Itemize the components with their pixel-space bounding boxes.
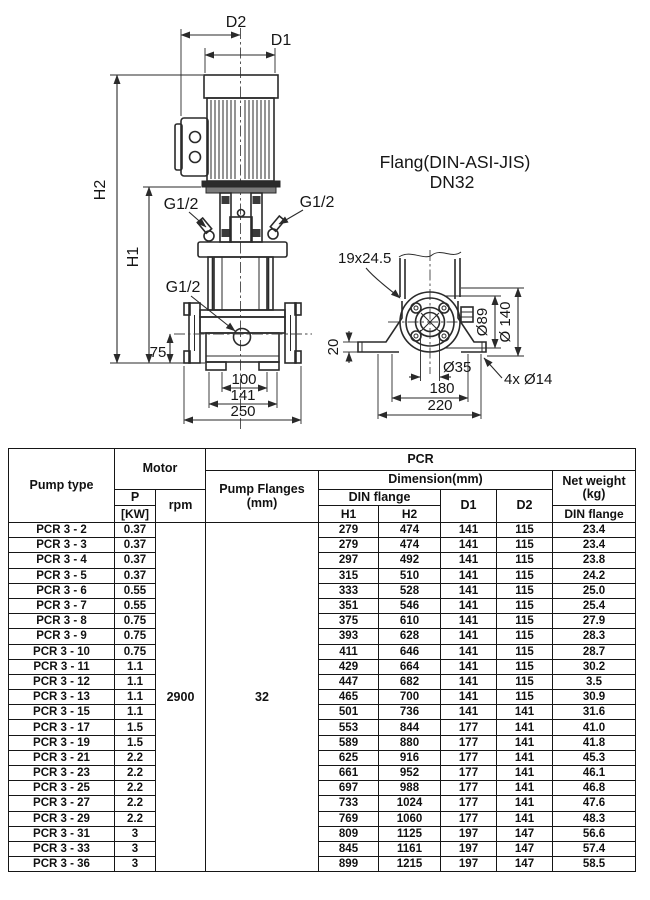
cell-pump-type: PCR 3 - 33 [9, 841, 115, 856]
header-net-weight [553, 471, 636, 506]
port-label-top-right: G1/2 [299, 194, 335, 211]
header-rpm: rpm [156, 490, 206, 523]
header-net-weight-line1: Net weight [562, 473, 626, 488]
table-row [9, 583, 636, 598]
cell-power: 1.1 [115, 705, 156, 720]
dim-label-220: 220 [427, 397, 453, 414]
cell-pump-type: PCR 3 - 3 [9, 538, 115, 553]
header-power: P [115, 490, 156, 506]
table-row [9, 644, 636, 659]
slot-label: 19x24.5 [338, 250, 392, 267]
cell-d2: 115 [497, 629, 553, 644]
cell-net-weight: 23.8 [553, 553, 636, 568]
cell-d2: 115 [497, 553, 553, 568]
cell-net-weight: 28.3 [553, 629, 636, 644]
cell-net-weight: 58.5 [553, 857, 636, 872]
table-row [9, 629, 636, 644]
cell-d1: 141 [441, 629, 497, 644]
port-label-top-left: G1/2 [163, 196, 199, 213]
table-row [9, 781, 636, 796]
cell-h1: 501 [319, 705, 379, 720]
cell-d1: 141 [441, 583, 497, 598]
cell-pump-type: PCR 3 - 15 [9, 705, 115, 720]
cell-pump-flanges-merged: 32 [206, 523, 319, 872]
cell-power: 0.75 [115, 629, 156, 644]
cell-d2: 115 [497, 523, 553, 538]
cell-power: 3 [115, 841, 156, 856]
cell-power: 0.37 [115, 553, 156, 568]
cell-net-weight: 48.3 [553, 811, 636, 826]
cell-d1: 177 [441, 720, 497, 735]
header-dimension: Dimension(mm) [319, 471, 553, 490]
cell-d2: 115 [497, 644, 553, 659]
cell-pump-type: PCR 3 - 19 [9, 735, 115, 750]
port-label-drain: G1/2 [165, 279, 201, 296]
cell-d2: 141 [497, 811, 553, 826]
technical-drawing [0, 0, 650, 446]
cell-d2: 147 [497, 826, 553, 841]
cell-pump-type: PCR 3 - 9 [9, 629, 115, 644]
header-net-weight-line2: (kg) [582, 487, 606, 501]
terminal-box [175, 118, 208, 176]
cell-power: 2.2 [115, 750, 156, 765]
table-row [9, 811, 636, 826]
cell-power: 1.1 [115, 690, 156, 705]
cell-h1: 279 [319, 523, 379, 538]
cell-net-weight: 24.2 [553, 568, 636, 583]
cell-h2: 474 [379, 538, 441, 553]
cell-power: 3 [115, 857, 156, 872]
cell-power: 0.37 [115, 538, 156, 553]
cell-pump-type: PCR 3 - 10 [9, 644, 115, 659]
cell-pump-type: PCR 3 - 12 [9, 674, 115, 689]
flange-size: DN32 [429, 172, 475, 192]
dim-label-75: 75 [149, 344, 167, 361]
cell-d2: 115 [497, 690, 553, 705]
cell-net-weight: 30.2 [553, 659, 636, 674]
pump-spec-table [8, 448, 636, 872]
cell-h1: 733 [319, 796, 379, 811]
table-row [9, 750, 636, 765]
cell-d1: 177 [441, 766, 497, 781]
cell-d2: 115 [497, 674, 553, 689]
cell-d1: 177 [441, 750, 497, 765]
cell-d2: 147 [497, 841, 553, 856]
dim-label-dia140: Ø 140 [497, 301, 514, 343]
cell-pump-type: PCR 3 - 7 [9, 598, 115, 613]
cell-d1: 141 [441, 538, 497, 553]
header-din-flange: DIN flange [319, 490, 441, 506]
cell-power: 0.75 [115, 644, 156, 659]
cell-pump-type: PCR 3 - 11 [9, 659, 115, 674]
cell-pump-type: PCR 3 - 5 [9, 568, 115, 583]
cell-power: 2.2 [115, 796, 156, 811]
cell-pump-type: PCR 3 - 17 [9, 720, 115, 735]
cell-h2: 528 [379, 583, 441, 598]
table-row [9, 705, 636, 720]
cell-d2: 115 [497, 598, 553, 613]
cell-h2: 736 [379, 705, 441, 720]
table-row [9, 766, 636, 781]
header-pump-flanges-line2: (mm) [246, 495, 278, 510]
cell-net-weight: 57.4 [553, 841, 636, 856]
table-row [9, 523, 636, 538]
cell-h1: 589 [319, 735, 379, 750]
cell-d1: 177 [441, 796, 497, 811]
cell-d2: 141 [497, 781, 553, 796]
cell-net-weight: 30.9 [553, 690, 636, 705]
cell-h2: 546 [379, 598, 441, 613]
cell-h1: 447 [319, 674, 379, 689]
drain-port [234, 329, 251, 346]
cell-h2: 844 [379, 720, 441, 735]
cell-h2: 1024 [379, 796, 441, 811]
cell-h2: 682 [379, 674, 441, 689]
cell-h2: 628 [379, 629, 441, 644]
cell-pump-type: PCR 3 - 8 [9, 614, 115, 629]
cell-d1: 197 [441, 841, 497, 856]
cell-d1: 141 [441, 598, 497, 613]
table-row [9, 553, 636, 568]
cell-h1: 697 [319, 781, 379, 796]
cell-d2: 115 [497, 538, 553, 553]
table-row [9, 720, 636, 735]
pump-base [174, 303, 312, 370]
cell-d1: 197 [441, 826, 497, 841]
cell-pump-type: PCR 3 - 27 [9, 796, 115, 811]
pump-front-view [92, 14, 334, 430]
cell-power: 0.55 [115, 583, 156, 598]
cell-d1: 141 [441, 690, 497, 705]
cell-power: 2.2 [115, 781, 156, 796]
header-pump-flanges [206, 471, 319, 523]
cell-net-weight: 28.7 [553, 644, 636, 659]
cell-h2: 646 [379, 644, 441, 659]
cell-pump-type: PCR 3 - 25 [9, 781, 115, 796]
cell-net-weight: 47.6 [553, 796, 636, 811]
cell-h1: 411 [319, 644, 379, 659]
cell-d2: 115 [497, 568, 553, 583]
cell-net-weight: 3.5 [553, 674, 636, 689]
cell-h2: 610 [379, 614, 441, 629]
cell-h1: 845 [319, 841, 379, 856]
cell-d1: 141 [441, 674, 497, 689]
cell-d1: 141 [441, 568, 497, 583]
cell-net-weight: 25.4 [553, 598, 636, 613]
cell-pump-type: PCR 3 - 21 [9, 750, 115, 765]
cell-h2: 880 [379, 735, 441, 750]
table-row [9, 735, 636, 750]
cell-d1: 197 [441, 857, 497, 872]
header-pump-flanges-line1: Pump Flanges [219, 482, 305, 497]
cell-h1: 769 [319, 811, 379, 826]
cell-net-weight: 23.4 [553, 523, 636, 538]
cell-power: 0.37 [115, 568, 156, 583]
cell-pump-type: PCR 3 - 2 [9, 523, 115, 538]
cell-h2: 492 [379, 553, 441, 568]
header-motor: Motor [115, 449, 206, 490]
cell-h2: 1215 [379, 857, 441, 872]
foot-right [259, 362, 279, 370]
table-row [9, 796, 636, 811]
cell-h1: 809 [319, 826, 379, 841]
cell-power: 1.5 [115, 720, 156, 735]
table-body [9, 523, 636, 872]
cell-d2: 141 [497, 796, 553, 811]
cell-net-weight: 46.1 [553, 766, 636, 781]
cell-h1: 899 [319, 857, 379, 872]
header-h2: H2 [379, 506, 441, 523]
dim-label-250: 250 [230, 403, 256, 420]
table-row [9, 614, 636, 629]
cell-h2: 1161 [379, 841, 441, 856]
cell-power: 1.1 [115, 659, 156, 674]
cell-h2: 700 [379, 690, 441, 705]
cell-power: 0.37 [115, 523, 156, 538]
cell-power: 3 [115, 826, 156, 841]
dim-label-dia35: Ø35 [443, 359, 472, 376]
motor [202, 75, 280, 193]
cell-h1: 465 [319, 690, 379, 705]
cell-h1: 351 [319, 598, 379, 613]
cell-net-weight: 41.8 [553, 735, 636, 750]
cell-d1: 177 [441, 735, 497, 750]
table-row [9, 598, 636, 613]
cell-net-weight: 31.6 [553, 705, 636, 720]
cell-net-weight: 27.9 [553, 614, 636, 629]
dim-label-d1: D1 [270, 32, 292, 49]
table-row [9, 674, 636, 689]
cell-power: 2.2 [115, 766, 156, 781]
cell-net-weight: 56.6 [553, 826, 636, 841]
table-row [9, 857, 636, 872]
cell-h1: 625 [319, 750, 379, 765]
header-power-unit: [KW] [115, 506, 156, 523]
cell-d1: 141 [441, 553, 497, 568]
header-d2: D2 [497, 490, 553, 523]
cell-h2: 510 [379, 568, 441, 583]
cell-d2: 141 [497, 766, 553, 781]
cell-power: 2.2 [115, 811, 156, 826]
port-fitting-right [268, 229, 278, 239]
cell-d2: 147 [497, 857, 553, 872]
cell-h1: 429 [319, 659, 379, 674]
cell-d2: 115 [497, 583, 553, 598]
cell-net-weight: 41.0 [553, 720, 636, 735]
dim-label-180: 180 [429, 380, 455, 397]
header-h1: H1 [319, 506, 379, 523]
table-row [9, 826, 636, 841]
cell-h2: 988 [379, 781, 441, 796]
cell-d2: 141 [497, 750, 553, 765]
cell-d2: 115 [497, 614, 553, 629]
bolt-holes-label: 4x Ø14 [504, 371, 553, 388]
pump-head [197, 216, 287, 257]
cell-d1: 141 [441, 523, 497, 538]
cell-d2: 115 [497, 659, 553, 674]
cell-pump-type: PCR 3 - 23 [9, 766, 115, 781]
header-d1: D1 [441, 490, 497, 523]
cell-power: 0.75 [115, 614, 156, 629]
dim-label-h2: H2 [92, 179, 109, 201]
flange-detail-view [325, 152, 552, 419]
flange-title: Flang(DIN-ASI-JIS) [379, 152, 531, 172]
cell-net-weight: 45.3 [553, 750, 636, 765]
cell-rpm-merged: 2900 [156, 523, 206, 872]
dim-label-d2: D2 [225, 14, 247, 31]
cell-pump-type: PCR 3 - 6 [9, 583, 115, 598]
dim-label-h1: H1 [125, 246, 142, 268]
cell-h2: 474 [379, 523, 441, 538]
header-pcr: PCR [206, 449, 636, 471]
table-row [9, 690, 636, 705]
cell-h1: 393 [319, 629, 379, 644]
header-pump-type: Pump type [9, 449, 115, 523]
cell-d1: 141 [441, 659, 497, 674]
cell-d1: 141 [441, 705, 497, 720]
cell-pump-type: PCR 3 - 36 [9, 857, 115, 872]
cell-pump-type: PCR 3 - 31 [9, 826, 115, 841]
cell-pump-type: PCR 3 - 13 [9, 690, 115, 705]
cell-d2: 141 [497, 705, 553, 720]
table-row [9, 568, 636, 583]
cell-h2: 664 [379, 659, 441, 674]
cell-h1: 375 [319, 614, 379, 629]
cell-h1: 333 [319, 583, 379, 598]
cell-d2: 141 [497, 720, 553, 735]
cell-d1: 141 [441, 644, 497, 659]
cell-pump-type: PCR 3 - 4 [9, 553, 115, 568]
table-row [9, 538, 636, 553]
cell-net-weight: 25.0 [553, 583, 636, 598]
dim-label-20: 20 [325, 338, 342, 356]
cell-d1: 141 [441, 614, 497, 629]
cell-d1: 177 [441, 781, 497, 796]
cell-net-weight: 23.4 [553, 538, 636, 553]
cell-h2: 1060 [379, 811, 441, 826]
cell-h1: 315 [319, 568, 379, 583]
cell-h1: 553 [319, 720, 379, 735]
header-net-weight-sub: DIN flange [553, 506, 636, 523]
cell-power: 0.55 [115, 598, 156, 613]
cell-h1: 297 [319, 553, 379, 568]
cell-power: 1.1 [115, 674, 156, 689]
port-fitting-left [204, 231, 214, 241]
cell-net-weight: 46.8 [553, 781, 636, 796]
table-row [9, 659, 636, 674]
cell-d1: 177 [441, 811, 497, 826]
dim-label-100: 100 [231, 371, 257, 388]
cell-h2: 952 [379, 766, 441, 781]
cell-h2: 916 [379, 750, 441, 765]
cell-h1: 661 [319, 766, 379, 781]
cell-d2: 141 [497, 735, 553, 750]
foot-left [206, 362, 226, 370]
table-row [9, 841, 636, 856]
dim-label-141: 141 [230, 387, 256, 404]
cell-h1: 279 [319, 538, 379, 553]
dim-label-dia89: Ø89 [474, 307, 491, 337]
cell-pump-type: PCR 3 - 29 [9, 811, 115, 826]
coupling [220, 193, 262, 242]
cell-power: 1.5 [115, 735, 156, 750]
cell-h2: 1125 [379, 826, 441, 841]
